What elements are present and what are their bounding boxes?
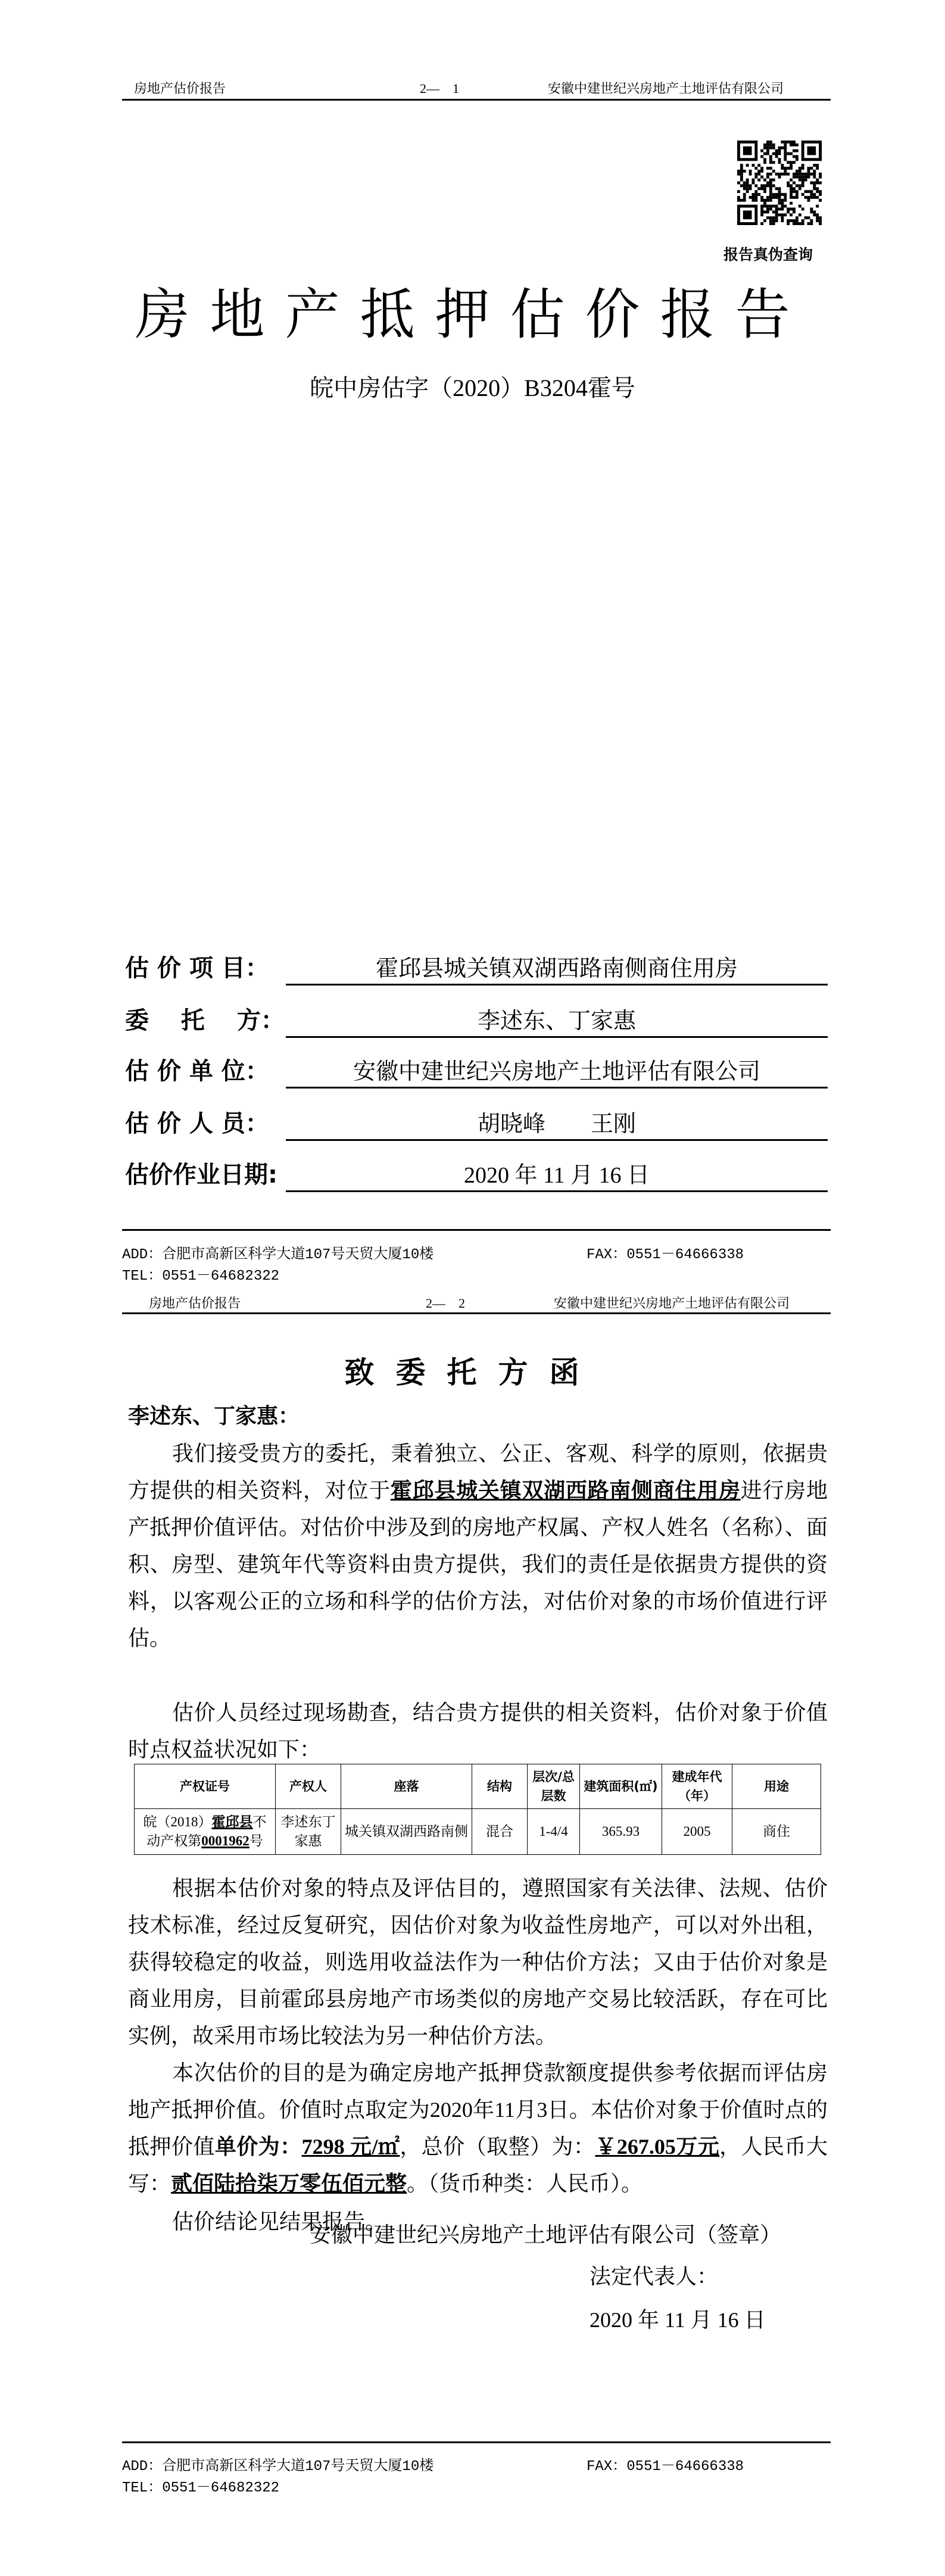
field-value: 安徽中建世纪兴房地产土地评估有限公司 xyxy=(286,1053,828,1089)
use-cell: 商住 xyxy=(732,1809,821,1855)
paragraph-commission xyxy=(128,1435,828,1657)
signature-company: 安徽中建世纪兴房地产土地评估有限公司（签章） xyxy=(310,2223,782,2247)
text: 不动产权第 xyxy=(146,1814,267,1848)
header-divider xyxy=(122,1312,831,1314)
cert-number-cell xyxy=(135,1809,276,1855)
signature-representative: 法定代表人： xyxy=(590,2265,719,2288)
column-header: 用途 xyxy=(732,1764,821,1809)
text: 进行房地产抵押价值评估。对估价中涉及到的房地产权属、产权人姓名（名称）、面积、房型、建筑年代等资料由贵方提供，我们的责任是依据贵方提供的资料，以客观公正的立场和科学的估价方法，对估价对象的市场价值进行评估。 xyxy=(128,1479,828,1650)
header-company: 安徽中建世纪兴房地产土地评估有限公司 xyxy=(554,1296,790,1311)
field-appraisers xyxy=(125,1105,828,1141)
text: 皖（2018） xyxy=(143,1814,212,1829)
letter-title: 致委托方函 xyxy=(344,1355,601,1390)
field-client xyxy=(125,1002,828,1038)
property-rights-table xyxy=(134,1764,821,1855)
column-header: 层次/总层数 xyxy=(528,1764,580,1809)
text: ，总价（取整）为： xyxy=(400,2135,595,2159)
field-work-date xyxy=(125,1156,828,1192)
field-label: 委 托 方： xyxy=(125,1007,285,1034)
header-left: 房地产估价报告 xyxy=(149,1296,241,1311)
footer-address: ADD：合肥市高新区科学大道107号天贸大厦10楼 xyxy=(122,1247,434,1263)
field-value: 李述东、丁家惠 xyxy=(286,1002,828,1038)
qr-code-icon xyxy=(737,141,822,225)
page-footer xyxy=(122,2453,831,2496)
text: 霍邱县 xyxy=(211,1814,253,1829)
floors-cell: 1-4/4 xyxy=(528,1809,580,1855)
qr-label: 报告真伪查询 xyxy=(723,246,813,263)
footer-divider xyxy=(122,2441,831,2443)
field-value: 2020 年 11 月 16 日 xyxy=(286,1156,828,1192)
header-divider xyxy=(122,99,831,101)
field-label: 估 价 人 员： xyxy=(125,1110,269,1137)
area-cell: 365.93 xyxy=(580,1809,662,1855)
field-label: 估 价 单 位： xyxy=(125,1058,269,1085)
paragraph-method: 根据本估价对象的特点及评估目的，遵照国家有关法律、法规、估价技术标准，经过反复研究，因估价对象为收益性房地产，可以对外出租，获得较稳定的收益，则选用收益法作为一种估价方法；又由于估价对象是商业用房，目前霍邱县房地产市场类似的房地产交易比较活跃，存在可比实例，故采用市场比较法为另一种估价方法。 xyxy=(128,1876,828,2048)
field-label: 估 价 项 目： xyxy=(125,955,269,982)
table-header-row xyxy=(135,1764,821,1809)
field-appraiser-unit xyxy=(125,1053,828,1089)
signature-date: 2020 年 11 月 16 日 xyxy=(590,2308,766,2332)
field-project xyxy=(125,950,828,986)
field-label: 估价作业日期: xyxy=(125,1161,277,1189)
header-page-number: 2— 2 xyxy=(426,1296,466,1311)
paragraph-conclusion: 估价结论见结果报告。 xyxy=(172,2210,387,2234)
field-value: 胡晓峰 王刚 xyxy=(286,1105,828,1141)
structure-cell: 混合 xyxy=(472,1809,528,1855)
column-header: 产权证号 xyxy=(135,1764,276,1809)
text: 。（货币种类：人民币）。 xyxy=(407,2172,643,2195)
text: 号 xyxy=(249,1833,263,1848)
header-company: 安徽中建世纪兴房地产土地评估有限公司 xyxy=(548,81,784,96)
text: ，人民币大写： xyxy=(128,2135,828,2195)
location-cell: 城关镇双湖西路南侧 xyxy=(341,1809,472,1855)
column-header: 产权人 xyxy=(276,1764,341,1809)
addressee: 李述东、丁家惠： xyxy=(128,1404,300,1429)
total-price: ￥267.05万元 xyxy=(595,2135,720,2159)
column-header: 座落 xyxy=(341,1764,472,1809)
report-title: 房地产抵押估价报告 xyxy=(135,283,810,347)
text: 0001962 xyxy=(201,1833,249,1848)
owner-cell: 李述东丁家惠 xyxy=(276,1809,341,1855)
text: 我们接受贵方的委托，秉着独立、公正、客观、科学的原则，依据贵方提供的相关资料，对位于 xyxy=(128,1442,828,1502)
header-left: 房地产估价报告 xyxy=(134,81,226,96)
footer-fax: FAX：0551－64666338 xyxy=(587,1247,744,1263)
year-cell: 2005 xyxy=(662,1809,732,1855)
footer-address: ADD：合肥市高新区科学大道107号天贸大厦10楼 xyxy=(122,2459,434,2475)
footer-divider xyxy=(122,1229,831,1231)
property-name: 霍邱县城关镇双湖西路南侧商住用房 xyxy=(390,1479,741,1502)
footer-tel: TEL：0551－64682322 xyxy=(122,1268,280,1284)
column-header: 建成年代（年） xyxy=(662,1764,732,1809)
column-header: 结构 xyxy=(472,1764,528,1809)
table-row xyxy=(135,1809,821,1855)
header-page-number: 2— 1 xyxy=(420,81,460,96)
footer-fax: FAX：0551－64666338 xyxy=(587,2459,744,2475)
paragraph-survey: 估价人员经过现场勘查，结合贵方提供的相关资料，估价对象于价值时点权益状况如下： xyxy=(128,1701,828,1761)
total-price-words: 贰佰陆拾柒万零伍佰元整 xyxy=(171,2172,407,2195)
text: 本次估价的目的是为确定房地产抵押贷款额度提供参考依据而评估房地产抵押价值。价值时点取定为2020年11月3日。本估价对象于价值时点的抵押价值 xyxy=(128,2061,828,2159)
document-number: 皖中房估字（2020）B3204霍号 xyxy=(310,375,635,401)
column-header: 建筑面积(㎡) xyxy=(580,1764,662,1809)
paragraph-value xyxy=(128,2054,828,2202)
field-value: 霍邱县城关镇双湖西路南侧商住用房 xyxy=(286,950,828,986)
footer-tel: TEL：0551－64682322 xyxy=(122,2480,280,2496)
page-footer xyxy=(122,1242,831,1284)
text: 单价为： xyxy=(214,2135,302,2159)
unit-price: 7298 元/㎡ xyxy=(301,2135,400,2159)
